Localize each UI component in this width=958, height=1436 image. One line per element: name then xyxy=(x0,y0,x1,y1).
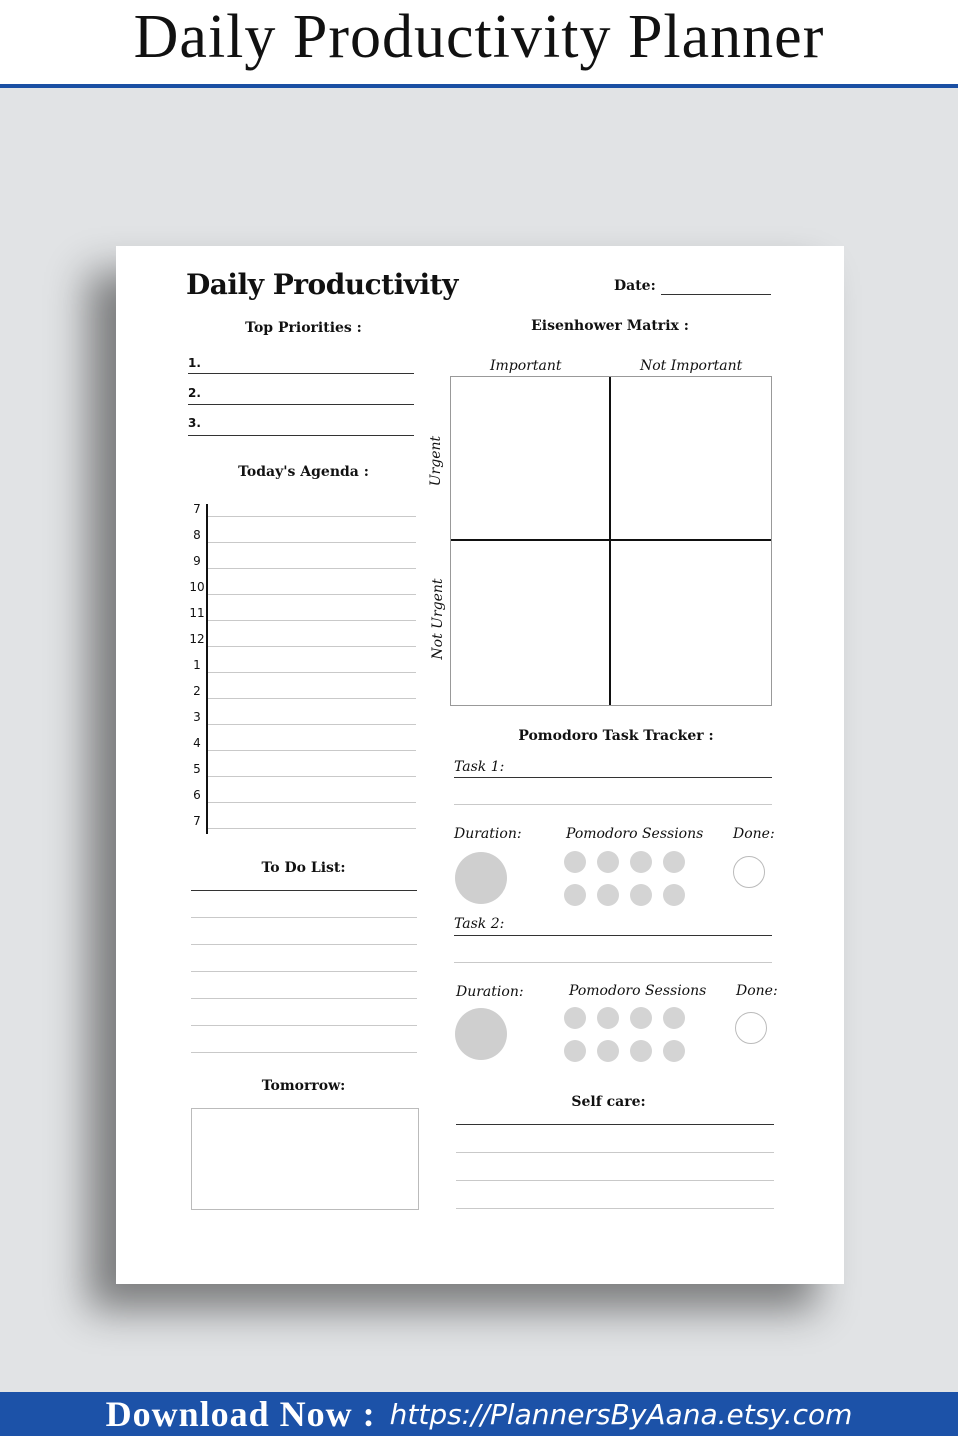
matrix-col-not-important: Not Important xyxy=(640,358,743,374)
agenda-hour: 11 xyxy=(189,606,205,620)
pomodoro-session-dot[interactable] xyxy=(630,884,652,906)
agenda-hour: 10 xyxy=(189,580,205,594)
pomodoro-session-dot[interactable] xyxy=(564,884,586,906)
todo-line xyxy=(191,1052,417,1053)
agenda-hour: 12 xyxy=(189,632,205,646)
pomodoro-session-dot[interactable] xyxy=(663,884,685,906)
pomodoro-session-dot[interactable] xyxy=(564,1007,586,1029)
agenda-line xyxy=(208,620,416,621)
priority-line xyxy=(188,435,414,436)
todo-line xyxy=(191,998,417,999)
shop-url-link[interactable]: https://PlannersByAana.etsy.com xyxy=(389,1397,853,1431)
priority-number: 3. xyxy=(188,416,201,430)
agenda-hour: 8 xyxy=(193,528,201,542)
agenda-hour: 3 xyxy=(193,710,201,724)
header-banner xyxy=(0,0,958,88)
self-care-line xyxy=(456,1124,774,1125)
download-cta: Download Now : xyxy=(105,1394,376,1434)
pomodoro-session-dot[interactable] xyxy=(564,851,586,873)
duration-label: Duration: xyxy=(456,984,524,1000)
todo-line xyxy=(191,971,417,972)
self-care-line xyxy=(456,1180,774,1181)
pomodoro-session-dot[interactable] xyxy=(630,851,652,873)
pomodoro-session-dot[interactable] xyxy=(597,884,619,906)
task-label: Task 2: xyxy=(454,916,505,932)
priority-number: 1. xyxy=(188,356,201,370)
pomodoro-session-dot[interactable] xyxy=(663,1007,685,1029)
agenda-hour: 1 xyxy=(193,658,201,672)
self-care-heading: Self care: xyxy=(571,1094,646,1110)
agenda-hour: 4 xyxy=(193,736,201,750)
date-line xyxy=(661,294,771,295)
agenda-heading: Today's Agenda : xyxy=(238,464,369,480)
done-checkbox[interactable] xyxy=(733,856,765,888)
done-checkbox[interactable] xyxy=(735,1012,767,1044)
agenda-line xyxy=(208,750,416,751)
todo-heading: To Do List: xyxy=(261,860,346,876)
task-line xyxy=(454,935,772,936)
priority-line xyxy=(188,404,414,405)
pomodoro-session-dot[interactable] xyxy=(597,1040,619,1062)
agenda-line xyxy=(208,568,416,569)
agenda-hour: 5 xyxy=(193,762,201,776)
matrix-divider-horizontal xyxy=(451,539,771,541)
sessions-label: Pomodoro Sessions xyxy=(566,826,704,842)
agenda-line xyxy=(208,542,416,543)
task-line xyxy=(454,777,772,778)
duration-label: Duration: xyxy=(454,826,522,842)
priority-line xyxy=(188,373,414,374)
agenda-line xyxy=(208,802,416,803)
pomodoro-session-dot[interactable] xyxy=(630,1007,652,1029)
sessions-label: Pomodoro Sessions xyxy=(569,983,707,999)
todo-line xyxy=(191,890,417,891)
matrix-row-not-urgent: Not Urgent xyxy=(430,578,446,660)
duration-circle xyxy=(455,1008,507,1060)
self-care-line xyxy=(456,1152,774,1153)
agenda-hour: 6 xyxy=(193,788,201,802)
agenda-line xyxy=(208,672,416,673)
agenda-line xyxy=(208,516,416,517)
agenda-line xyxy=(208,776,416,777)
done-label: Done: xyxy=(736,983,778,999)
page-title: Daily Productivity Planner xyxy=(133,3,825,71)
task-label: Task 1: xyxy=(454,759,505,775)
pomodoro-session-dot[interactable] xyxy=(597,851,619,873)
pomodoro-session-dot[interactable] xyxy=(630,1040,652,1062)
agenda-hour: 2 xyxy=(193,684,201,698)
agenda-line xyxy=(208,646,416,647)
agenda-hour: 7 xyxy=(193,502,201,516)
duration-circle xyxy=(455,852,507,904)
tomorrow-heading: Tomorrow: xyxy=(261,1078,346,1094)
sheet-title: Daily Productivity xyxy=(186,268,458,301)
agenda-line xyxy=(208,594,416,595)
top-priorities-heading: Top Priorities : xyxy=(245,320,362,336)
pomodoro-session-dot[interactable] xyxy=(663,1040,685,1062)
eisenhower-matrix xyxy=(450,376,772,706)
matrix-heading: Eisenhower Matrix : xyxy=(531,318,689,334)
todo-line xyxy=(191,944,417,945)
agenda-hour: 9 xyxy=(193,554,201,568)
todo-line xyxy=(191,917,417,918)
pomodoro-session-dot[interactable] xyxy=(663,851,685,873)
tomorrow-box xyxy=(191,1108,419,1210)
priority-number: 2. xyxy=(188,386,201,400)
task-line-light xyxy=(454,804,772,805)
date-label: Date: xyxy=(614,278,656,294)
todo-line xyxy=(191,1025,417,1026)
pomodoro-session-dot[interactable] xyxy=(597,1007,619,1029)
agenda-line xyxy=(208,724,416,725)
pomodoro-session-dot[interactable] xyxy=(564,1040,586,1062)
agenda-line xyxy=(208,698,416,699)
pomodoro-heading: Pomodoro Task Tracker : xyxy=(518,728,714,744)
matrix-divider-vertical xyxy=(609,377,611,705)
download-banner xyxy=(0,1392,958,1436)
task-line-light xyxy=(454,962,772,963)
agenda-hour: 7 xyxy=(193,814,201,828)
matrix-row-urgent: Urgent xyxy=(428,435,444,487)
agenda-line xyxy=(208,828,416,829)
planner-sheet xyxy=(116,246,844,1284)
self-care-line xyxy=(456,1208,774,1209)
done-label: Done: xyxy=(733,826,775,842)
matrix-col-important: Important xyxy=(490,358,562,374)
